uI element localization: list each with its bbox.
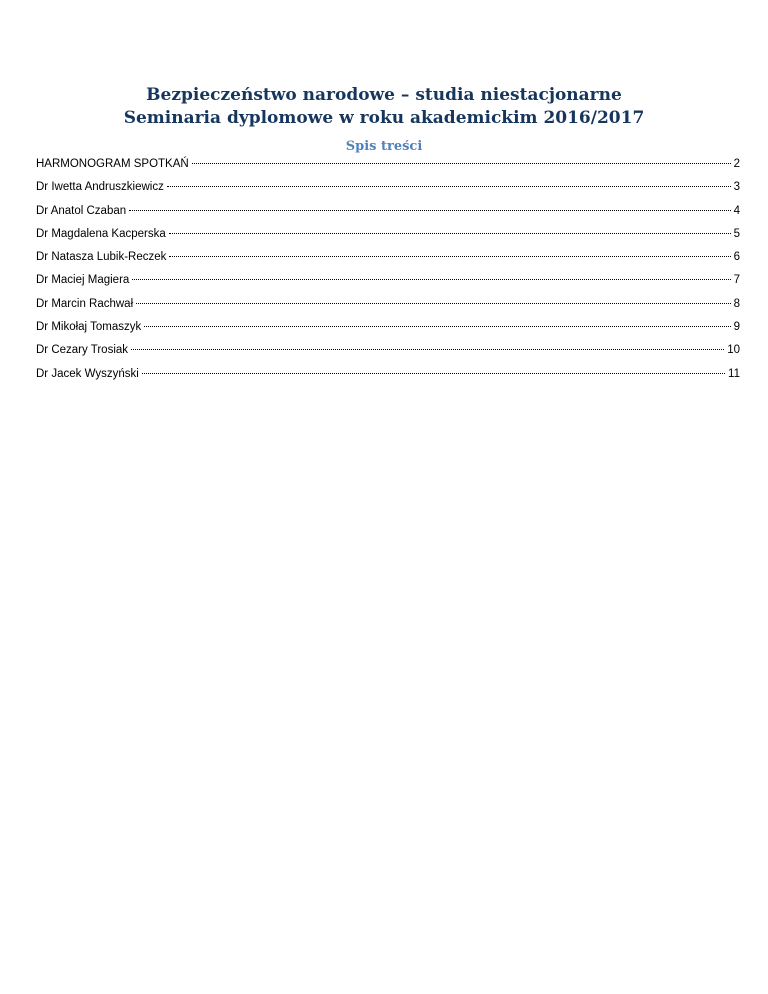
toc-entry-wyszynski[interactable]	[36, 368, 740, 391]
toc-dot-leader	[129, 210, 730, 211]
toc-entry-label: Dr Maciej Magiera	[36, 274, 130, 287]
toc-entry-page-number: 9	[733, 321, 740, 334]
toc-entry-label: Dr Anatol Czaban	[36, 204, 127, 217]
toc-dot-leader	[132, 279, 730, 280]
toc-entry-page-number: 7	[733, 274, 740, 287]
toc-entry-page-number: 3	[733, 181, 740, 194]
toc-entry-rachwal[interactable]	[36, 298, 740, 321]
toc-heading: Spis treści	[345, 139, 423, 154]
toc-dot-leader	[169, 256, 730, 257]
toc-dot-leader	[136, 303, 730, 304]
toc-entry-label: Dr Magdalena Kacperska	[36, 227, 166, 240]
toc-dot-leader	[169, 233, 731, 234]
toc-entry-label: Dr Mikołaj Tomaszyk	[36, 321, 142, 334]
toc-entry-label: Dr Iwetta Andruszkiewicz	[36, 181, 164, 194]
toc-entry-tomaszyk[interactable]	[36, 321, 740, 344]
toc-entry-page-number: 8	[733, 297, 740, 310]
toc-dot-leader	[144, 326, 730, 327]
toc-entry-page-number: 5	[733, 227, 740, 240]
table-of-contents	[36, 158, 740, 391]
toc-entry-page-number: 2	[733, 158, 740, 170]
toc-entry-trosiak[interactable]	[36, 344, 740, 367]
toc-entry-label: Dr Marcin Rachwał	[36, 297, 134, 310]
toc-entry-label: Dr Natasza Lubik-Reczek	[36, 251, 167, 264]
toc-dot-leader	[192, 163, 731, 164]
toc-entry-magiera[interactable]	[36, 274, 740, 297]
document-title	[0, 84, 768, 130]
toc-dot-leader	[131, 349, 724, 350]
toc-entry-harmonogram[interactable]	[36, 158, 740, 181]
toc-entry-czaban[interactable]	[36, 205, 740, 228]
toc-entry-page-number: 11	[728, 367, 740, 380]
toc-entry-andruszkiewicz[interactable]	[36, 181, 740, 204]
toc-dot-leader	[142, 373, 725, 374]
document-title-line-1: Bezpieczeństwo narodowe – studia niestacjonarne	[146, 85, 622, 105]
toc-entry-page-number: 6	[733, 251, 740, 264]
toc-entry-page-number: 4	[733, 204, 740, 217]
document-title-line-2: Seminaria dyplomowe w roku akademickim 2016/2017	[123, 108, 645, 128]
toc-entry-label: Dr Cezary Trosiak	[36, 344, 129, 357]
toc-entry-lubik-reczek[interactable]	[36, 251, 740, 274]
toc-entry-label: HARMONOGRAM SPOTKAŃ	[36, 158, 189, 170]
toc-dot-leader	[167, 186, 731, 187]
toc-entry-page-number: 10	[727, 344, 740, 357]
toc-entry-label: Dr Jacek Wyszyński	[36, 367, 139, 380]
toc-entry-kacperska[interactable]	[36, 228, 740, 251]
